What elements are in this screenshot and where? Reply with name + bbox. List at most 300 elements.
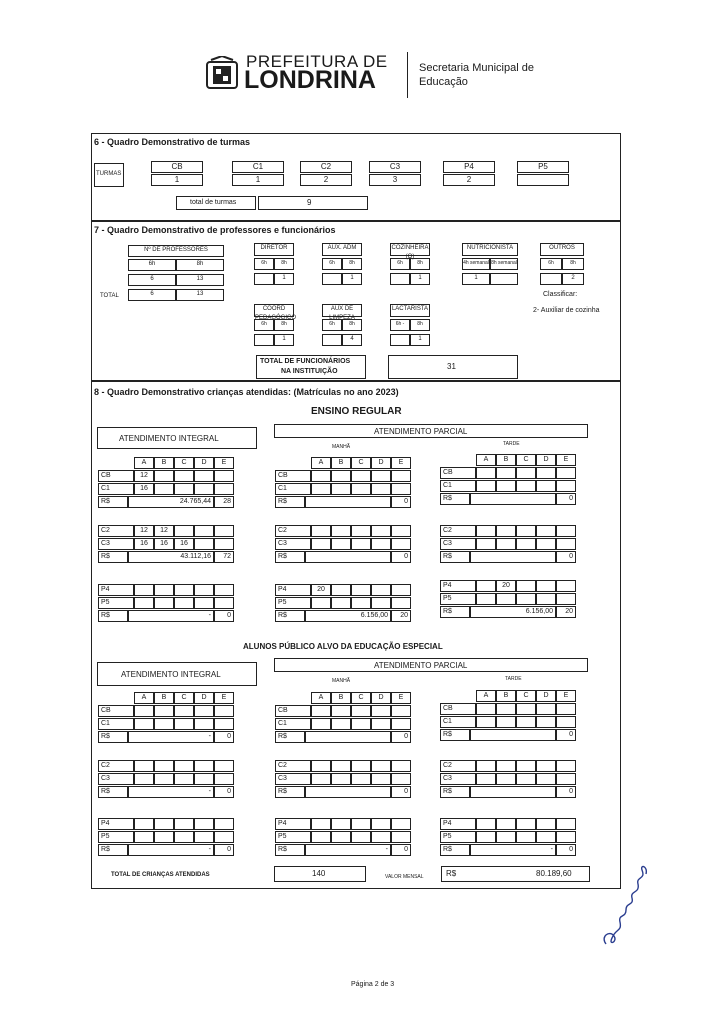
esp_integral-cell bbox=[194, 773, 214, 785]
reg_manha-cell bbox=[311, 525, 331, 537]
reg_tarde-cell bbox=[556, 480, 576, 492]
prof-col: 6h bbox=[128, 259, 176, 271]
reg_integral-cell: 16 bbox=[134, 483, 154, 495]
nutricionista-val bbox=[490, 273, 518, 285]
esp_manha-cell bbox=[311, 831, 331, 843]
esp_manha-cell bbox=[351, 705, 371, 717]
esp_manha-col-header: E bbox=[391, 692, 411, 704]
esp_tarde-cell bbox=[476, 760, 496, 772]
esp_manha-cell bbox=[351, 831, 371, 843]
reg_manha-cell bbox=[351, 483, 371, 495]
esp_tarde-row-label: P4 bbox=[440, 818, 476, 830]
esp_tarde-cell bbox=[556, 760, 576, 772]
esp_integral-cell bbox=[154, 718, 174, 730]
esp_manha-cell bbox=[331, 831, 351, 843]
reg_tarde-cell bbox=[516, 467, 536, 479]
reg_tarde-cell bbox=[476, 580, 496, 592]
esp_tarde-cell bbox=[536, 716, 556, 728]
esp_tarde-col-header: A bbox=[476, 690, 496, 702]
reg_manha-cell bbox=[351, 470, 371, 482]
esp_integral-col-header: D bbox=[194, 692, 214, 704]
esp_tarde-col-header: E bbox=[556, 690, 576, 702]
reg_integral-cell bbox=[174, 483, 194, 495]
esp_tarde-rs-label: R$ bbox=[440, 844, 470, 856]
reg_tarde-cell bbox=[536, 525, 556, 537]
esp_integral-cell bbox=[154, 705, 174, 717]
esp_tarde-row-label: C2 bbox=[440, 760, 476, 772]
esp_integral-cell bbox=[174, 705, 194, 717]
esp_tarde-cell bbox=[536, 703, 556, 715]
esp_manha-cell bbox=[351, 760, 371, 772]
esp_manha-cell bbox=[391, 760, 411, 772]
reg_integral-cell bbox=[214, 525, 234, 537]
reg_tarde-cell bbox=[496, 480, 516, 492]
esp_tarde-cell bbox=[516, 818, 536, 830]
reg_integral-total: 28 bbox=[214, 496, 234, 508]
total-val: 13 bbox=[176, 289, 224, 301]
reg_tarde-cell bbox=[516, 580, 536, 592]
esp_manha-cell bbox=[371, 705, 391, 717]
esp_tarde-cell bbox=[536, 831, 556, 843]
coord-col: 8h bbox=[274, 319, 294, 331]
reg_integral-cell bbox=[214, 470, 234, 482]
turma-name: CB bbox=[151, 161, 203, 173]
turma-name: P5 bbox=[517, 161, 569, 173]
reg_tarde-cell bbox=[536, 467, 556, 479]
reg_manha-row-label: C2 bbox=[275, 525, 311, 537]
esp_manha-cell bbox=[311, 705, 331, 717]
reg_manha-cell bbox=[311, 538, 331, 550]
reg_tarde-cell bbox=[516, 480, 536, 492]
esp_integral-cell bbox=[154, 773, 174, 785]
especial-heading: ALUNOS PÚBLICO ALVO DA EDUCAÇÃO ESPECIAL bbox=[243, 642, 443, 651]
cozinheira-val bbox=[390, 273, 410, 285]
reg_tarde-row-label: CB bbox=[440, 467, 476, 479]
esp_integral-rs-label: R$ bbox=[98, 731, 128, 743]
esp_tarde-col-header: C bbox=[516, 690, 536, 702]
reg_integral-col-header: A bbox=[134, 457, 154, 469]
reg_integral-cell bbox=[214, 538, 234, 550]
reg_tarde-valor bbox=[470, 551, 556, 563]
valor-mensal-value: 80.189,60 bbox=[536, 869, 572, 878]
esp_manha-cell bbox=[331, 705, 351, 717]
aux_adm-val bbox=[322, 273, 342, 285]
esp_tarde-total: 0 bbox=[556, 786, 576, 798]
nutricionista-title: NUTRICIONISTA bbox=[462, 243, 518, 256]
valor-mensal-label: VALOR MENSAL bbox=[385, 874, 424, 880]
reg_tarde-cell bbox=[496, 525, 516, 537]
total-criancas-label: TOTAL DE CRIANÇAS ATENDIDAS bbox=[111, 872, 210, 878]
esp_integral-cell bbox=[154, 760, 174, 772]
esp_tarde-cell bbox=[476, 818, 496, 830]
reg_manha-cell bbox=[311, 470, 331, 482]
esp_manha-cell bbox=[351, 818, 371, 830]
org-name-line2: LONDRINA bbox=[244, 66, 376, 94]
esp_manha-valor bbox=[305, 731, 391, 743]
reg_tarde-total: 0 bbox=[556, 493, 576, 505]
coord-val: 1 bbox=[274, 334, 294, 346]
reg_tarde-cell bbox=[476, 480, 496, 492]
esp_integral-cell bbox=[174, 718, 194, 730]
reg_integral-cell bbox=[214, 597, 234, 609]
reg-manha-label: MANHÃ bbox=[332, 444, 351, 450]
reg_integral-cell bbox=[174, 470, 194, 482]
esp_tarde-cell bbox=[556, 773, 576, 785]
ensino-regular-heading: ENSINO REGULAR bbox=[311, 406, 402, 417]
reg_integral-cell bbox=[194, 483, 214, 495]
reg_tarde-col-header: D bbox=[536, 454, 556, 466]
esp_tarde-rs-label: R$ bbox=[440, 729, 470, 741]
esp_integral-cell bbox=[214, 705, 234, 717]
esp_integral-rs-label: R$ bbox=[98, 786, 128, 798]
esp_integral-row-label: C1 bbox=[98, 718, 134, 730]
reg_integral-col-header: D bbox=[194, 457, 214, 469]
limpeza-title: AUX DE LIMPEZA bbox=[322, 304, 362, 317]
esp_integral-valor: - bbox=[128, 731, 214, 743]
esp_manha-cell bbox=[331, 773, 351, 785]
esp_tarde-col-header: D bbox=[536, 690, 556, 702]
reg_manha-col-header: A bbox=[311, 457, 331, 469]
esp_integral-cell bbox=[214, 760, 234, 772]
prof-val: 13 bbox=[176, 274, 224, 286]
reg_integral-row-label: P5 bbox=[98, 597, 134, 609]
outros-val: 2 bbox=[562, 273, 584, 285]
reg_tarde-cell bbox=[536, 480, 556, 492]
esp_integral-cell bbox=[174, 760, 194, 772]
nutricionista-col: 4h semanal bbox=[462, 258, 490, 270]
esp_tarde-total: 0 bbox=[556, 729, 576, 741]
turma-count: 3 bbox=[369, 174, 421, 186]
reg_integral-cell bbox=[154, 597, 174, 609]
esp_integral-cell bbox=[194, 760, 214, 772]
city-seal bbox=[203, 56, 241, 92]
diretor-val: 1 bbox=[274, 273, 294, 285]
total-turmas-value: 9 bbox=[307, 198, 312, 207]
reg_tarde-col-header: E bbox=[556, 454, 576, 466]
esp_manha-cell bbox=[371, 831, 391, 843]
reg_integral-cell: 16 bbox=[134, 538, 154, 550]
esp_tarde-cell bbox=[516, 760, 536, 772]
esp_tarde-cell bbox=[556, 716, 576, 728]
reg_manha-total: 0 bbox=[391, 551, 411, 563]
reg_integral-col-header: B bbox=[154, 457, 174, 469]
lactarista-val bbox=[390, 334, 410, 346]
reg_tarde-row-label: P4 bbox=[440, 580, 476, 592]
reg_integral-total: 72 bbox=[214, 551, 234, 563]
reg_manha-cell bbox=[391, 483, 411, 495]
reg_tarde-col-header: C bbox=[516, 454, 536, 466]
reg_manha-cell: 20 bbox=[311, 584, 331, 596]
reg_manha-cell bbox=[371, 597, 391, 609]
reg_tarde-cell bbox=[476, 538, 496, 550]
limpeza-col: 6h bbox=[322, 319, 342, 331]
reg_manha-col-header: D bbox=[371, 457, 391, 469]
esp_integral-cell bbox=[134, 718, 154, 730]
reg_integral-cell bbox=[154, 584, 174, 596]
esp_tarde-cell bbox=[536, 760, 556, 772]
limpeza-col: 8h bbox=[342, 319, 362, 331]
esp_tarde-cell bbox=[556, 703, 576, 715]
esp_integral-rs-label: R$ bbox=[98, 844, 128, 856]
reg_tarde-cell bbox=[556, 467, 576, 479]
reg_manha-cell bbox=[351, 525, 371, 537]
reg_integral-cell bbox=[194, 597, 214, 609]
reg_integral-cell: 12 bbox=[134, 470, 154, 482]
esp_tarde-cell bbox=[496, 818, 516, 830]
reg_manha-row-label: CB bbox=[275, 470, 311, 482]
esp_tarde-cell bbox=[476, 831, 496, 843]
esp_manha-cell bbox=[311, 760, 331, 772]
reg_integral-cell: 16 bbox=[154, 538, 174, 550]
reg_tarde-cell bbox=[536, 538, 556, 550]
reg_integral-valor: - bbox=[128, 610, 214, 622]
reg_tarde-cell bbox=[556, 525, 576, 537]
reg_integral-cell bbox=[174, 584, 194, 596]
esp_manha-col-header: A bbox=[311, 692, 331, 704]
handwritten-signature bbox=[596, 860, 656, 950]
nutricionista-val: 1 bbox=[462, 273, 490, 285]
esp_integral-cell bbox=[194, 818, 214, 830]
reg_integral-row-label: C2 bbox=[98, 525, 134, 537]
reg_integral-col-header: E bbox=[214, 457, 234, 469]
reg_manha-col-header: E bbox=[391, 457, 411, 469]
esp_integral-cell bbox=[174, 831, 194, 843]
esp_manha-cell bbox=[351, 718, 371, 730]
aux_adm-col: 6h bbox=[322, 258, 342, 270]
limpeza-val bbox=[322, 334, 342, 346]
section-7-title: 7 - Quadro Demonstrativo de professores e funcionários bbox=[94, 225, 336, 235]
esp_integral-total: 0 bbox=[214, 844, 234, 856]
esp_integral-col-header: E bbox=[214, 692, 234, 704]
reg_integral-total: 0 bbox=[214, 610, 234, 622]
esp_manha-valor: - bbox=[305, 844, 391, 856]
reg-tarde-label: TARDE bbox=[503, 441, 520, 447]
esp_integral-cell bbox=[214, 773, 234, 785]
esp_manha-rs-label: R$ bbox=[275, 786, 305, 798]
reg_tarde-cell bbox=[536, 593, 556, 605]
reg_manha-cell bbox=[331, 584, 351, 596]
esp_manha-valor bbox=[305, 786, 391, 798]
esp_integral-cell bbox=[134, 705, 154, 717]
reg_manha-rs-label: R$ bbox=[275, 610, 305, 622]
reg_integral-cell bbox=[134, 597, 154, 609]
reg_tarde-rs-label: R$ bbox=[440, 606, 470, 618]
aux_adm-col: 8h bbox=[342, 258, 362, 270]
reg_integral-row-label: CB bbox=[98, 470, 134, 482]
reg_manha-cell bbox=[331, 538, 351, 550]
reg_manha-cell bbox=[391, 525, 411, 537]
reg_integral-cell bbox=[154, 470, 174, 482]
outros-title: OUTROS bbox=[540, 243, 584, 256]
esp_tarde-row-label: C1 bbox=[440, 716, 476, 728]
reg_integral-cell bbox=[194, 525, 214, 537]
esp_tarde-cell bbox=[516, 716, 536, 728]
esp_tarde-cell bbox=[496, 773, 516, 785]
reg_manha-cell bbox=[371, 584, 391, 596]
reg_integral-rs-label: R$ bbox=[98, 610, 128, 622]
esp_manha-cell bbox=[391, 773, 411, 785]
total-turmas-value-box bbox=[258, 196, 368, 210]
esp_integral-total: 0 bbox=[214, 731, 234, 743]
total-val: 6 bbox=[128, 289, 176, 301]
reg_integral-cell bbox=[154, 483, 174, 495]
turma-count: 1 bbox=[232, 174, 284, 186]
esp-parcial-title: ATENDIMENTO PARCIAL bbox=[374, 661, 468, 670]
reg_manha-row-label: P4 bbox=[275, 584, 311, 596]
reg_tarde-row-label: C3 bbox=[440, 538, 476, 550]
total-func-label2: NA INSTITUIÇÃO bbox=[281, 368, 338, 375]
esp_integral-cell bbox=[214, 831, 234, 843]
esp_integral-col-header: C bbox=[174, 692, 194, 704]
reg_manha-total: 0 bbox=[391, 496, 411, 508]
esp_integral-row-label: P5 bbox=[98, 831, 134, 843]
reg_tarde-cell bbox=[476, 467, 496, 479]
reg_tarde-cell bbox=[516, 525, 536, 537]
esp_manha-col-header: B bbox=[331, 692, 351, 704]
esp_integral-col-header: A bbox=[134, 692, 154, 704]
reg_tarde-cell bbox=[496, 538, 516, 550]
esp_manha-rs-label: R$ bbox=[275, 731, 305, 743]
turma-count: 1 bbox=[151, 174, 203, 186]
esp_tarde-cell bbox=[496, 760, 516, 772]
esp_tarde-cell bbox=[516, 831, 536, 843]
esp_manha-cell bbox=[311, 818, 331, 830]
reg_tarde-total: 0 bbox=[556, 551, 576, 563]
nutricionista-col: 8h semanal bbox=[490, 258, 518, 270]
esp_integral-valor: - bbox=[128, 786, 214, 798]
section-8-title: 8 - Quadro Demonstrativo crianças atendidas: (Matrículas no ano 2023) bbox=[94, 387, 399, 397]
reg_manha-valor: 6.156,00 bbox=[305, 610, 391, 622]
reg_manha-cell bbox=[331, 525, 351, 537]
aux_adm-val: 1 bbox=[342, 273, 362, 285]
reg_tarde-cell bbox=[516, 593, 536, 605]
esp_manha-row-label: C1 bbox=[275, 718, 311, 730]
cozinheira-title: COZINHEIRA (O) bbox=[391, 245, 429, 260]
esp_tarde-row-label: C3 bbox=[440, 773, 476, 785]
esp_tarde-cell bbox=[556, 831, 576, 843]
esp_tarde-cell bbox=[476, 716, 496, 728]
esp_manha-row-label: P4 bbox=[275, 818, 311, 830]
esp_tarde-cell bbox=[476, 773, 496, 785]
esp_tarde-cell bbox=[516, 703, 536, 715]
esp_tarde-cell bbox=[496, 831, 516, 843]
limpeza-val: 4 bbox=[342, 334, 362, 346]
reg_integral-cell bbox=[214, 483, 234, 495]
esp_integral-row-label: C3 bbox=[98, 773, 134, 785]
reg_manha-cell bbox=[331, 483, 351, 495]
prof-val: 6 bbox=[128, 274, 176, 286]
reg_manha-row-label: P5 bbox=[275, 597, 311, 609]
diretor-val bbox=[254, 273, 274, 285]
esp_integral-cell bbox=[134, 831, 154, 843]
esp_integral-valor: - bbox=[128, 844, 214, 856]
esp_tarde-cell bbox=[476, 703, 496, 715]
esp_tarde-row-label: P5 bbox=[440, 831, 476, 843]
reg-integral-title: ATENDIMENTO INTEGRAL bbox=[119, 434, 219, 443]
esp_tarde-row-label: CB bbox=[440, 703, 476, 715]
reg_tarde-row-label: P5 bbox=[440, 593, 476, 605]
esp_integral-row-label: CB bbox=[98, 705, 134, 717]
reg_manha-cell bbox=[351, 597, 371, 609]
reg_integral-cell bbox=[214, 584, 234, 596]
esp_tarde-valor: - bbox=[470, 844, 556, 856]
reg_manha-cell bbox=[311, 483, 331, 495]
reg_tarde-cell bbox=[556, 580, 576, 592]
esp_integral-cell bbox=[174, 818, 194, 830]
total-func-value: 31 bbox=[447, 362, 456, 371]
reg_integral-cell bbox=[174, 597, 194, 609]
reg_manha-rs-label: R$ bbox=[275, 551, 305, 563]
turma-name: C2 bbox=[300, 161, 352, 173]
esp_integral-cell bbox=[214, 818, 234, 830]
page-number: Página 2 de 3 bbox=[351, 981, 395, 988]
esp-manha-label: MANHÃ bbox=[332, 678, 351, 684]
coord-val bbox=[254, 334, 274, 346]
reg_manha-cell bbox=[371, 538, 391, 550]
header-divider bbox=[407, 52, 408, 98]
reg_integral-rs-label: R$ bbox=[98, 551, 128, 563]
reg_integral-row-label: C3 bbox=[98, 538, 134, 550]
reg_tarde-col-header: A bbox=[476, 454, 496, 466]
reg_integral-cell bbox=[134, 584, 154, 596]
reg_tarde-cell bbox=[556, 538, 576, 550]
esp_integral-col-header: B bbox=[154, 692, 174, 704]
turma-count: 2 bbox=[443, 174, 495, 186]
lactarista-val: 1 bbox=[410, 334, 430, 346]
esp_manha-cell bbox=[331, 760, 351, 772]
reg_tarde-cell bbox=[516, 538, 536, 550]
diretor-title: DIRETOR bbox=[254, 243, 294, 256]
esp_manha-col-header: C bbox=[351, 692, 371, 704]
turma-name: P4 bbox=[443, 161, 495, 173]
cozinheira-col: 8h bbox=[410, 258, 430, 270]
reg_tarde-rs-label: R$ bbox=[440, 493, 470, 505]
reg_tarde-cell bbox=[496, 467, 516, 479]
esp_integral-cell bbox=[134, 773, 154, 785]
esp_tarde-cell bbox=[516, 773, 536, 785]
reg_manha-rs-label: R$ bbox=[275, 496, 305, 508]
aux_adm-title: AUX. ADM bbox=[322, 243, 362, 256]
esp_integral-cell bbox=[214, 718, 234, 730]
esp_manha-cell bbox=[371, 818, 391, 830]
total-turmas-label: total de turmas bbox=[190, 199, 237, 206]
reg_integral-col-header: C bbox=[174, 457, 194, 469]
reg_integral-cell: 12 bbox=[134, 525, 154, 537]
esp_manha-cell bbox=[311, 773, 331, 785]
classificar-value: 2- Auxiliar de cozinha bbox=[533, 307, 600, 314]
prof-title: Nº DE PROFESSORES bbox=[128, 245, 224, 257]
esp_manha-cell bbox=[331, 718, 351, 730]
reg_integral-valor: 24.765,44 bbox=[128, 496, 214, 508]
lactarista-col: 8h bbox=[410, 319, 430, 331]
esp_tarde-rs-label: R$ bbox=[440, 786, 470, 798]
esp_manha-cell bbox=[371, 773, 391, 785]
total-func-label1: TOTAL DE FUNCIONÁRIOS bbox=[260, 358, 351, 365]
esp_integral-cell bbox=[154, 818, 174, 830]
reg_manha-cell bbox=[331, 470, 351, 482]
reg_manha-valor bbox=[305, 496, 391, 508]
turma-name: C3 bbox=[369, 161, 421, 173]
esp_manha-row-label: C3 bbox=[275, 773, 311, 785]
esp_integral-cell bbox=[134, 818, 154, 830]
esp_integral-row-label: P4 bbox=[98, 818, 134, 830]
esp-integral-title: ATENDIMENTO INTEGRAL bbox=[121, 670, 221, 679]
outros-col: 6h bbox=[540, 258, 562, 270]
reg_manha-cell bbox=[351, 584, 371, 596]
reg_manha-cell bbox=[331, 597, 351, 609]
esp_tarde-cell bbox=[496, 703, 516, 715]
reg_tarde-cell bbox=[556, 593, 576, 605]
